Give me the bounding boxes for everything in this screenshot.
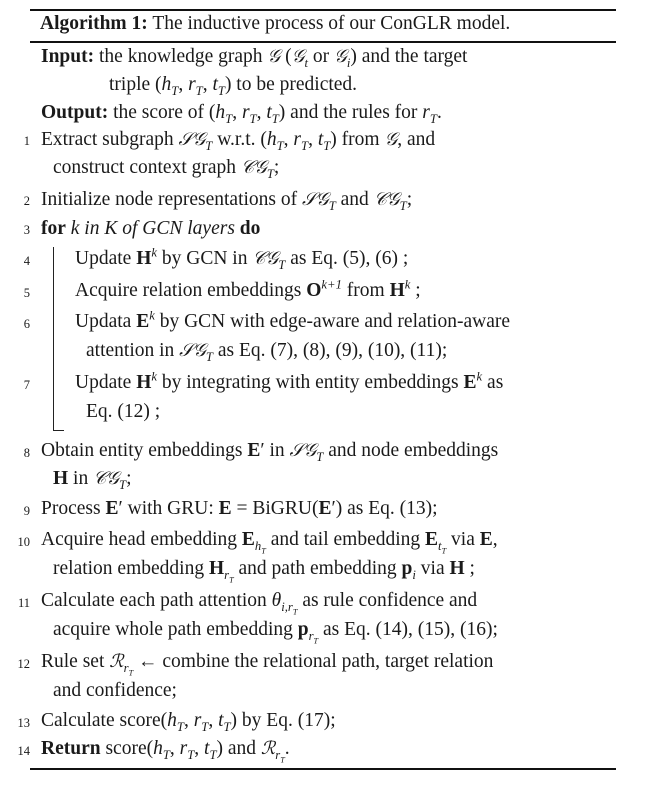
step-13: Calculate $score(h_T$, $r_T$, $t_T$) by Eq. (17); xyxy=(41,710,336,734)
step-12-cont: and confidence; xyxy=(53,680,177,701)
line-number: 1 xyxy=(23,134,30,148)
line-number: 5 xyxy=(23,286,30,300)
algorithm-caption: Algorithm 1: The inductive process of our ConGLR model. xyxy=(40,13,511,34)
step-2: Initialize node representations of 𝒮𝒢$_T$ and 𝒞𝒢$_T$; xyxy=(41,189,413,213)
step-8: Obtain entity embeddings E′ in 𝒮𝒢$_T$ and node embeddings xyxy=(41,440,499,464)
caption-rule xyxy=(30,41,616,43)
loop-bracket-foot xyxy=(53,430,64,431)
line-number: 7 xyxy=(23,378,30,392)
output-line: Output: the score of ($h_T$, $r_T$, $t_T$) and the rules for $r_T$. xyxy=(41,102,442,126)
line-number: 8 xyxy=(23,446,30,460)
step-11-cont: acquire whole path embedding $p_{r_T}$ as Eq. (14), (15), (16); xyxy=(53,619,498,646)
step-9: Process E′ with GRU: E = BiGRU(E′) as Eq. (13); xyxy=(41,498,438,519)
input-line-2: triple ($h_T$, $r_T$, $t_T$) to be predicted. xyxy=(109,74,358,98)
line-number: 6 xyxy=(23,317,30,331)
step-7-cont: Eq. (12) ; xyxy=(86,401,161,422)
line-number: 12 xyxy=(17,657,30,671)
step-1: Extract subgraph 𝒮𝒢$_T$ w.r.t. ($h_T$, $r_T$, $t_T$) from 𝒢, and xyxy=(41,129,436,153)
step-3: for k in K of GCN layers do xyxy=(41,218,261,239)
step-10-cont: relation embedding $H_{r_T}$ and path embedding $p_i$ via H ; xyxy=(53,558,475,585)
line-number: 10 xyxy=(17,535,30,549)
step-6-cont: attention in 𝒮𝒢$_T$ as Eq. (7), (8), (9), (10), (11); xyxy=(86,340,448,364)
line-number: 11 xyxy=(17,596,30,610)
step-7: Update $H^k$ by integrating with entity embeddings $E^k$ as xyxy=(75,369,504,393)
step-11: Calculate each path attention $\theta_{i,r_T}$ as rule confidence and xyxy=(41,590,478,617)
line-number: 9 xyxy=(23,504,30,518)
step-1-cont: construct context graph 𝒞𝒢$_T$; xyxy=(53,157,280,181)
line-number: 3 xyxy=(23,223,30,237)
top-rule xyxy=(30,9,616,11)
step-6: Updata $E^k$ by GCN with edge-aware and relation-aware xyxy=(75,308,511,332)
step-10: Acquire head embedding $E_{h_T}$ and tail embedding $E_{t_T}$ via E, xyxy=(41,529,498,556)
line-number: 14 xyxy=(17,744,30,758)
bottom-rule xyxy=(30,768,616,770)
step-5: Acquire relation embeddings $O^{k+1}$ from $H^k$ ; xyxy=(75,277,421,301)
loop-bracket xyxy=(53,247,54,430)
line-number: 2 xyxy=(23,194,30,208)
input-line-1: Input: the knowledge graph 𝒢 (𝒢$_t$ or 𝒢$_i$) and the target xyxy=(41,46,468,70)
step-12: Rule set ℛ$_{r_T}$ ← combine the relational path, target relation xyxy=(41,651,494,678)
line-number: 4 xyxy=(23,254,30,268)
line-number: 13 xyxy=(17,716,30,730)
step-4: Update $H^k$ by GCN in 𝒞𝒢$_T$ as Eq. (5), (6) ; xyxy=(75,245,409,272)
step-14: Return $score(h_T$, $r_T$, $t_T$) and ℛ$_{r_T}$. xyxy=(41,738,290,765)
step-8-cont: H in 𝒞𝒢$_T$; xyxy=(53,468,132,492)
